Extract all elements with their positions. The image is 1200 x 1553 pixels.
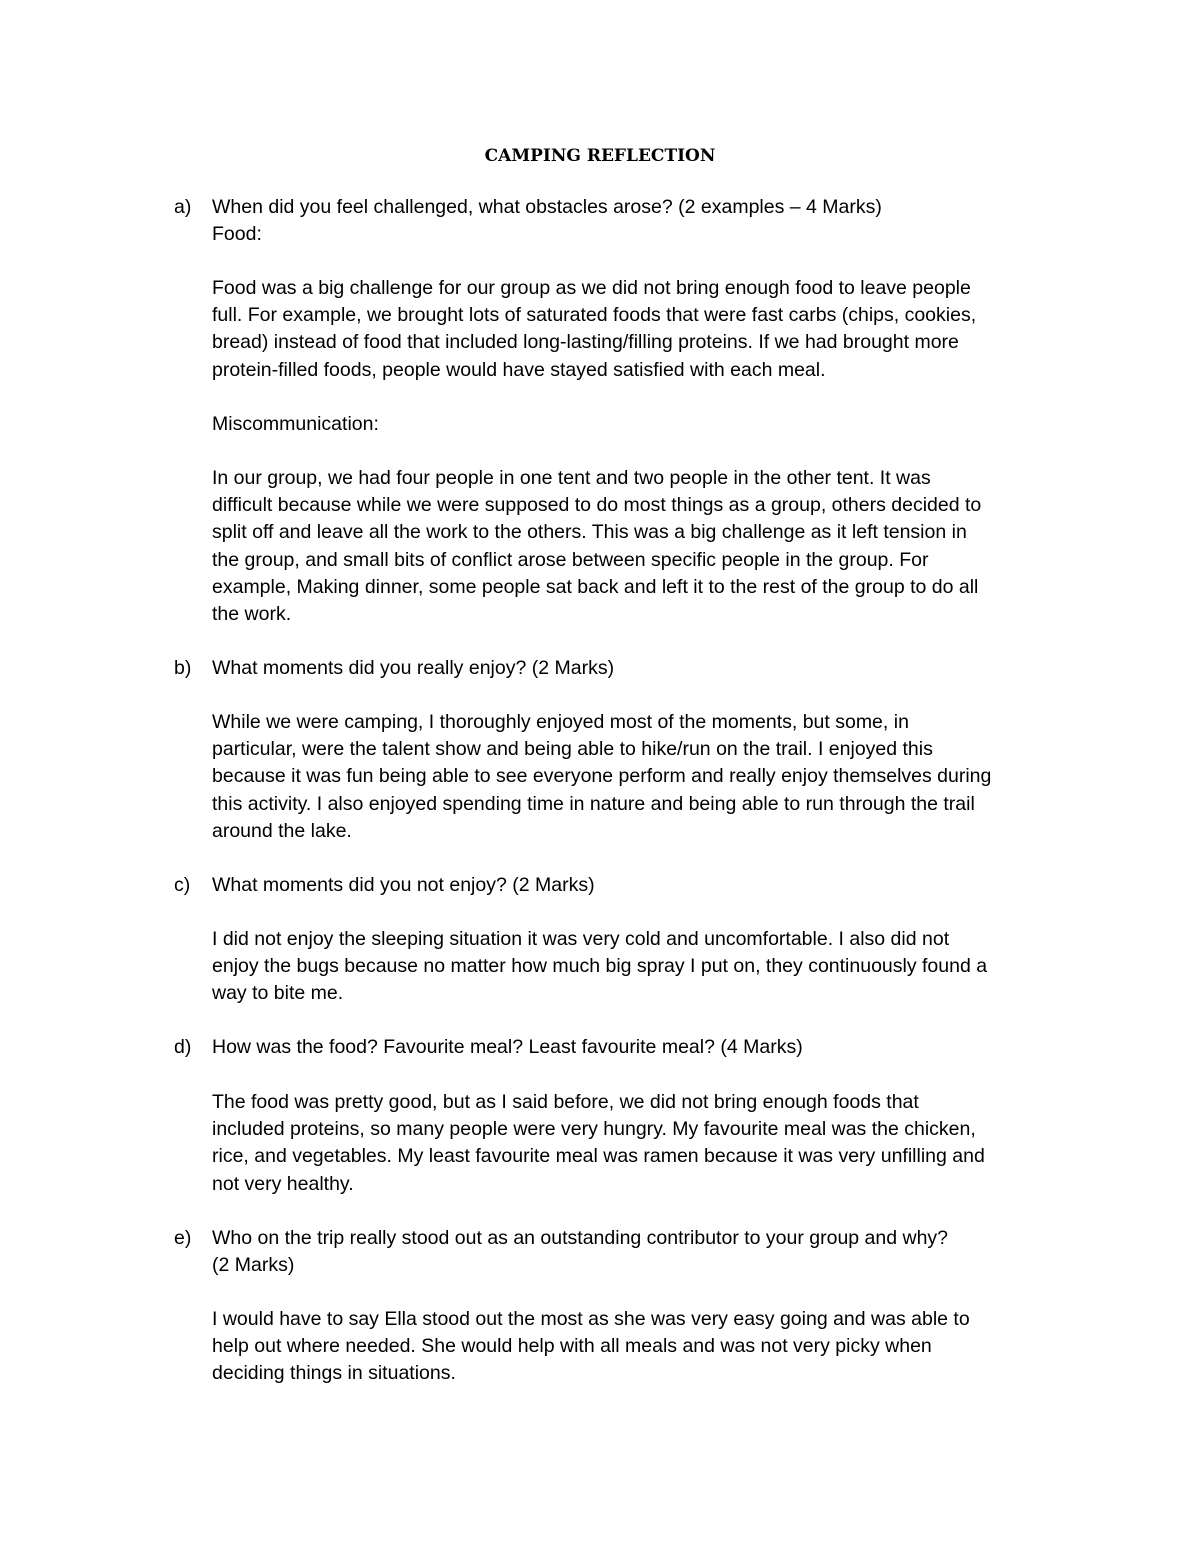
question-c-line: What moments did you not enjoy? (2 Marks) [212, 874, 595, 896]
answer-line: way to bite me. [212, 982, 344, 1005]
answer-line: example, Making dinner, some people sat back and left it to the rest of the group to do all [212, 575, 979, 598]
answer-line: protein-filled foods, people would have stayed satisfied with each meal. [212, 358, 826, 381]
question-marker-e: e) [174, 1227, 192, 1249]
subheading-miscommunication: Miscommunication: [212, 413, 379, 435]
answer-a-miscommunication [212, 465, 1072, 628]
question-a-line: When did you feel challenged, what obstacles arose? (2 examples – 4 Marks) [212, 196, 882, 218]
question-e [212, 1225, 1072, 1279]
answer-line: included proteins, so many people were very hungry. My favourite meal was the chicken, [212, 1118, 976, 1141]
answer-line: not very healthy. [212, 1172, 354, 1195]
question-e-line: Who on the trip really stood out as an outstanding contributor to your group and why? [212, 1227, 949, 1249]
answer-d [212, 1089, 1072, 1198]
answer-line: enjoy the bugs because no matter how much big spray I put on, they continuously found a [212, 955, 988, 978]
answer-line: In our group, we had four people in one tent and two people in the other tent. It was [212, 467, 931, 489]
subheading-miscommunication-block [212, 411, 1072, 438]
answer-b [212, 709, 1072, 845]
answer-a-food [212, 275, 1072, 384]
question-e-line: (2 Marks) [212, 1254, 295, 1277]
answer-line: particular, were the talent show and being able to hike/run on the trail. I enjoyed this [212, 738, 933, 761]
answer-line: Food was a big challenge for our group as we did not bring enough food to leave people [212, 277, 971, 299]
answer-line: the work. [212, 602, 292, 625]
answer-line: deciding things in situations. [212, 1362, 456, 1385]
answer-line: bread) instead of food that included long-lasting/filling proteins. If we had brought more [212, 331, 959, 354]
question-marker-a: a) [174, 196, 192, 218]
question-d [212, 1034, 1072, 1061]
answer-line: full. For example, we brought lots of saturated foods that were fast carbs (chips, cookies, [212, 304, 977, 327]
question-b [212, 655, 1072, 682]
answer-line: because it was fun being able to see everyone perform and really enjoy themselves during [212, 765, 992, 788]
question-d-line: How was the food? Favourite meal? Least favourite meal? (4 Marks) [212, 1036, 803, 1058]
answer-line: help out where needed. She would help with all meals and was not very picky when [212, 1335, 932, 1358]
question-marker-b: b) [174, 657, 192, 679]
answer-line: While we were camping, I thoroughly enjoyed most of the moments, but some, in [212, 711, 909, 733]
question-marker-d: d) [174, 1036, 192, 1058]
answer-line: this activity. I also enjoyed spending time in nature and being able to run through the trail [212, 792, 975, 815]
answer-line: split off and leave all the work to the others. This was a big challenge as it left tension in [212, 521, 967, 544]
answer-line: difficult because while we were supposed to do most things as a group, others decided to [212, 494, 982, 517]
answer-line: I did not enjoy the sleeping situation it was very cold and uncomfortable. I also did not [212, 928, 950, 950]
question-a [212, 194, 1072, 248]
question-marker-c: c) [174, 874, 191, 896]
question-b-line: What moments did you really enjoy? (2 Marks) [212, 657, 615, 679]
answer-line: the group, and small bits of conflict arose between specific people in the group. For [212, 548, 929, 571]
answer-line: I would have to say Ella stood out the most as she was very easy going and was able to [212, 1308, 970, 1330]
document-title: CAMPING REFLECTION [484, 146, 716, 166]
answer-c [212, 926, 1072, 1008]
question-c [212, 872, 1072, 899]
answer-line: around the lake. [212, 819, 352, 842]
subheading-food: Food: [212, 223, 262, 246]
answer-line: The food was pretty good, but as I said before, we did not bring enough foods that [212, 1091, 919, 1113]
answer-line: rice, and vegetables. My least favourite meal was ramen because it was very unfilling and [212, 1145, 985, 1168]
answer-e [212, 1306, 1072, 1388]
